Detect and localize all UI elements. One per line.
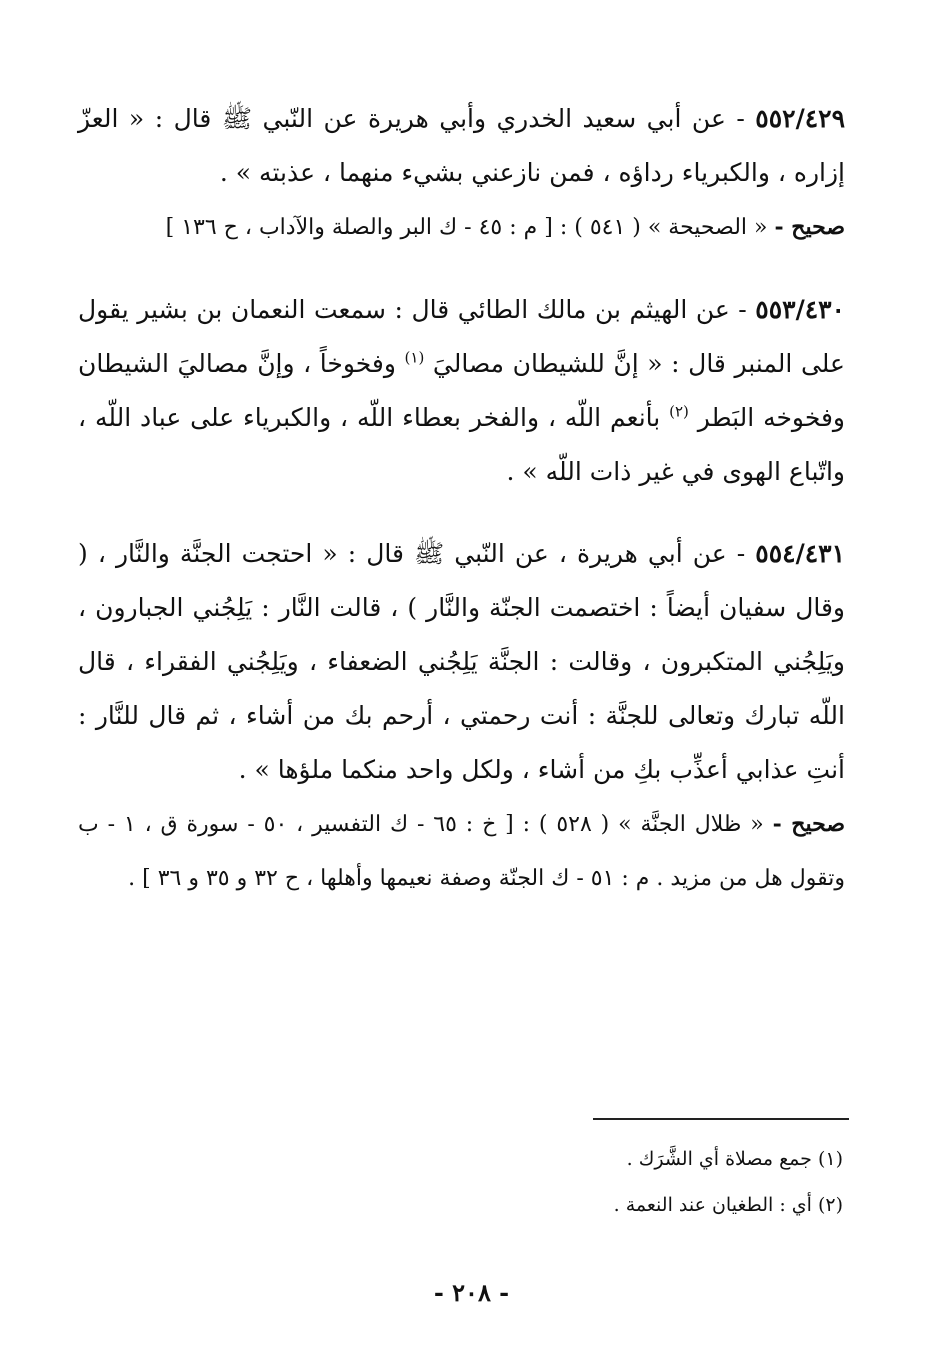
hadith-number: ٥٥٢/٤٢٩ [755, 104, 845, 133]
hadith-matn: « احتجت الجنَّة والنَّار ، ( وقال سفيان أيضاً : اختصمت الجنّة والنَّار ) ، قالت النَّار : يَلِجُني الجبارون ، ويَلِجُني المتكبرون ، وقالت : الجنَّة يَلِجُني الضعفاء ، ويَلِجُني الفقراء ، قال اللّه تبارك وتعالى للجنَّة : أنت رحمتي ، أرحم بك من أشاء ، ثم قال للنَّار : أنتِ عذابي أعذِّب بكِ من أشاء ، ولكل واحد منكما ملؤها » . [78, 539, 845, 784]
hadith-entry-431 [78, 527, 845, 906]
hadith-number: ٥٥٤/٤٣١ [755, 539, 845, 568]
hadith-intro: - عن الهيثم بن مالك الطائي قال : سمعت النعمان بن بشير يقول على المنبر قال : [78, 295, 845, 378]
footnote-marker-2: (٢) [669, 402, 689, 421]
grade-label: صحيح - [774, 214, 845, 240]
hadith-grading [78, 797, 845, 906]
grade-label: صحيح - [772, 811, 845, 837]
hadith-intro: - عن أبي هريرة ، عن النّبي ﷺ قال : [347, 539, 746, 568]
grade-source: « الصحيحة » ( ٥٤١ ) : [ م : ٤٥ - ك البر والصلة والآداب ، ح ١٣٦ ] [165, 215, 768, 240]
hadith-matn-part-2: وفخوخاً ، وإنَّ مصاليَ الشيطان وفخوخه البَطر [78, 349, 845, 432]
hadith-matn-part-3: بأنعم اللّه ، والفخر بعطاء اللّه ، والكبرياء على عباد اللّه ، واتّباع الهوى في غير ذات اللّه » . [78, 403, 845, 486]
hadith-text [78, 527, 845, 797]
hadith-text [78, 283, 845, 499]
footnote-marker-1: (١) [404, 348, 425, 367]
page-body [78, 92, 845, 934]
page-number: - ٢٠٨ - [433, 1278, 510, 1307]
hadith-matn: « العزّ إزاره ، والكبرياء رداؤه ، فمن نازعني بشيء منهما ، عذبته » . [78, 104, 845, 187]
grade-source: « ظلال الجنَّة » ( ٥٢٨ ) : [ خ : ٦٥ - ك التفسير ، ٥٠ - سورة ق ، ١ - ب وتقول هل من مزيد . م : ٥١ - ك الجنّة وصفة نعيمها وأهلها ، ح ٣٢ و ٣٥ و ٣٦ ] . [78, 812, 845, 891]
footnote-2: (٢) أي : الطغيان عند النعمة . [613, 1194, 843, 1216]
hadith-entry-430 [78, 283, 845, 499]
footnotes [323, 1136, 843, 1228]
hadith-text [78, 92, 845, 200]
hadith-grading [78, 200, 845, 255]
hadith-entry-429 [78, 92, 845, 255]
footnote-divider [593, 1118, 849, 1120]
hadith-matn-part-1: « إنَّ للشيطان مصاليَ [432, 349, 663, 378]
hadith-number: ٥٥٣/٤٣٠ [755, 295, 845, 324]
hadith-intro: - عن أبي سعيد الخدري وأبي هريرة عن النّبي ﷺ قال : [154, 104, 745, 133]
footnote-1: (١) جمع مصلاة أي الشَّرَك . [626, 1148, 843, 1170]
